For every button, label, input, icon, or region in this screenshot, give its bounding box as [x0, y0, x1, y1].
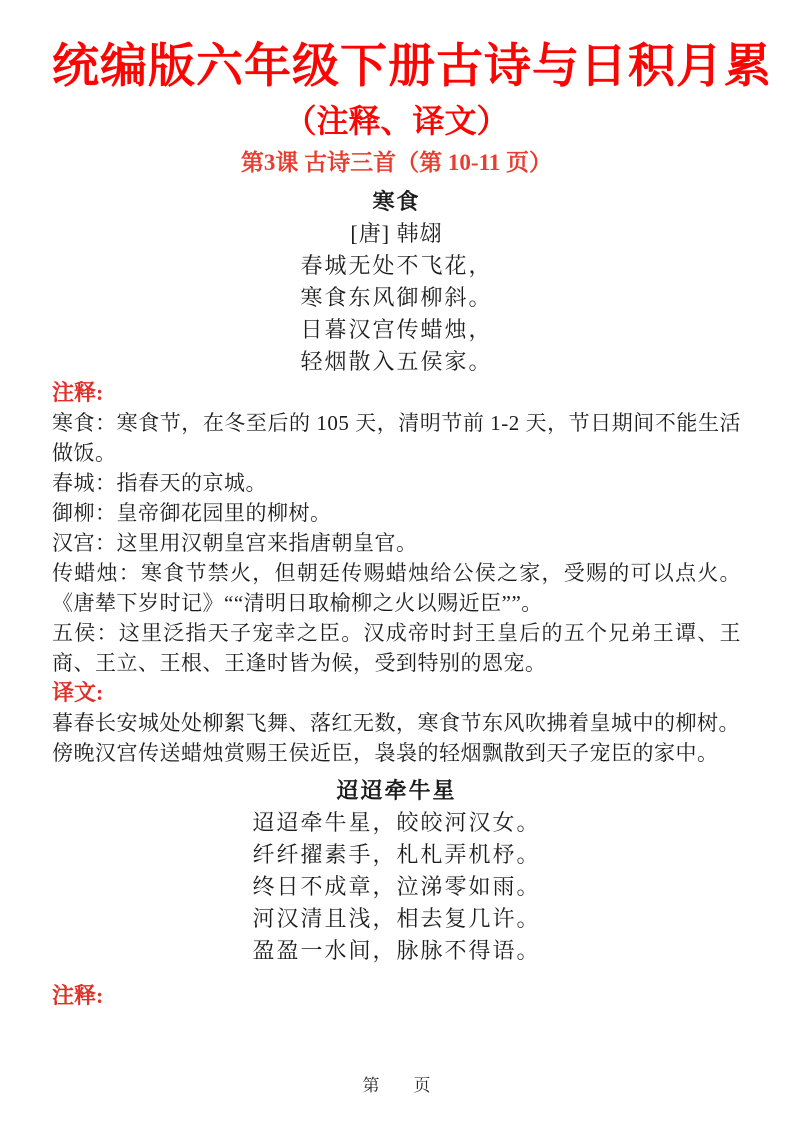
annotation-item: 汉宫：这里用汉朝皇宫来指唐朝皇官。	[52, 531, 418, 555]
poem2-line: 盈盈一水间，脉脉不得语。	[252, 938, 541, 963]
poem1-annotations	[52, 378, 741, 678]
poem1-translation	[52, 678, 741, 768]
annotation-item: 传蜡烛：寒食节禁火，但朝廷传赐蜡烛给公侯之家，受赐的可以点火。《唐辇下岁时记》““清明日取榆柳之火以赐近臣””。	[52, 561, 741, 615]
poem1-line: 轻烟散入五侯家。	[300, 349, 493, 374]
poem2-annotations	[52, 981, 741, 1011]
poem-tiaotiao	[52, 775, 741, 967]
poem1-line: 寒食东风御柳斜。	[300, 285, 493, 310]
annotations-label: 注释:	[52, 380, 104, 405]
poem2-line: 迢迢牵牛星，皎皎河汉女。	[252, 810, 541, 835]
poem1-author: [唐] 韩翃	[350, 221, 443, 246]
poem1-title: 寒食	[372, 189, 421, 214]
footer-page-suffix: 页	[413, 1076, 431, 1095]
poem2-line: 纤纤擢素手，札札弄机杼。	[252, 842, 541, 867]
page-footer	[0, 1071, 793, 1096]
translation-label: 译文:	[52, 680, 104, 705]
annotation-item: 春城：指春天的京城。	[52, 471, 267, 495]
document-title: 统编版六年级下册古诗与日积月累	[52, 39, 772, 92]
poem2-title: 迢迢牵牛星	[336, 778, 457, 803]
translation-item: 傍晚汉宫传送蜡烛赏赐王侯近臣，袅袅的轻烟飘散到天子宠臣的家中。	[52, 741, 719, 765]
lesson-heading: 第3课 古诗三首（第 10-11 页）	[240, 150, 553, 175]
translation-item: 暮春长安城处处柳絮飞舞、落红无数，寒食节东风吹拂着皇城中的柳树。	[52, 711, 740, 735]
annotations-label: 注释:	[52, 983, 104, 1008]
poem2-line: 终日不成章，泣涕零如雨。	[252, 874, 541, 899]
poem2-line: 河汉清且浅，相去复几许。	[252, 906, 541, 931]
annotation-item: 御柳：皇帝御花园里的柳树。	[52, 501, 332, 525]
poem1-line: 春城无处不飞花，	[300, 253, 493, 278]
footer-page-prefix: 第	[362, 1076, 380, 1095]
annotation-item: 寒食：寒食节，在冬至后的 105 天，清明节前 1-2 天，节日期间不能生活做饭。	[52, 411, 741, 465]
poem1-line: 日暮汉宫传蜡烛，	[300, 317, 493, 342]
document-subtitle: （注释、译文）	[284, 103, 509, 139]
annotation-item: 五侯：这里泛指天子宠幸之臣。汉成帝时封王皇后的五个兄弟王谭、王商、王立、王根、王逢时皆为候，受到特别的恩宠。	[52, 621, 741, 675]
poem-hanshi	[52, 186, 741, 378]
